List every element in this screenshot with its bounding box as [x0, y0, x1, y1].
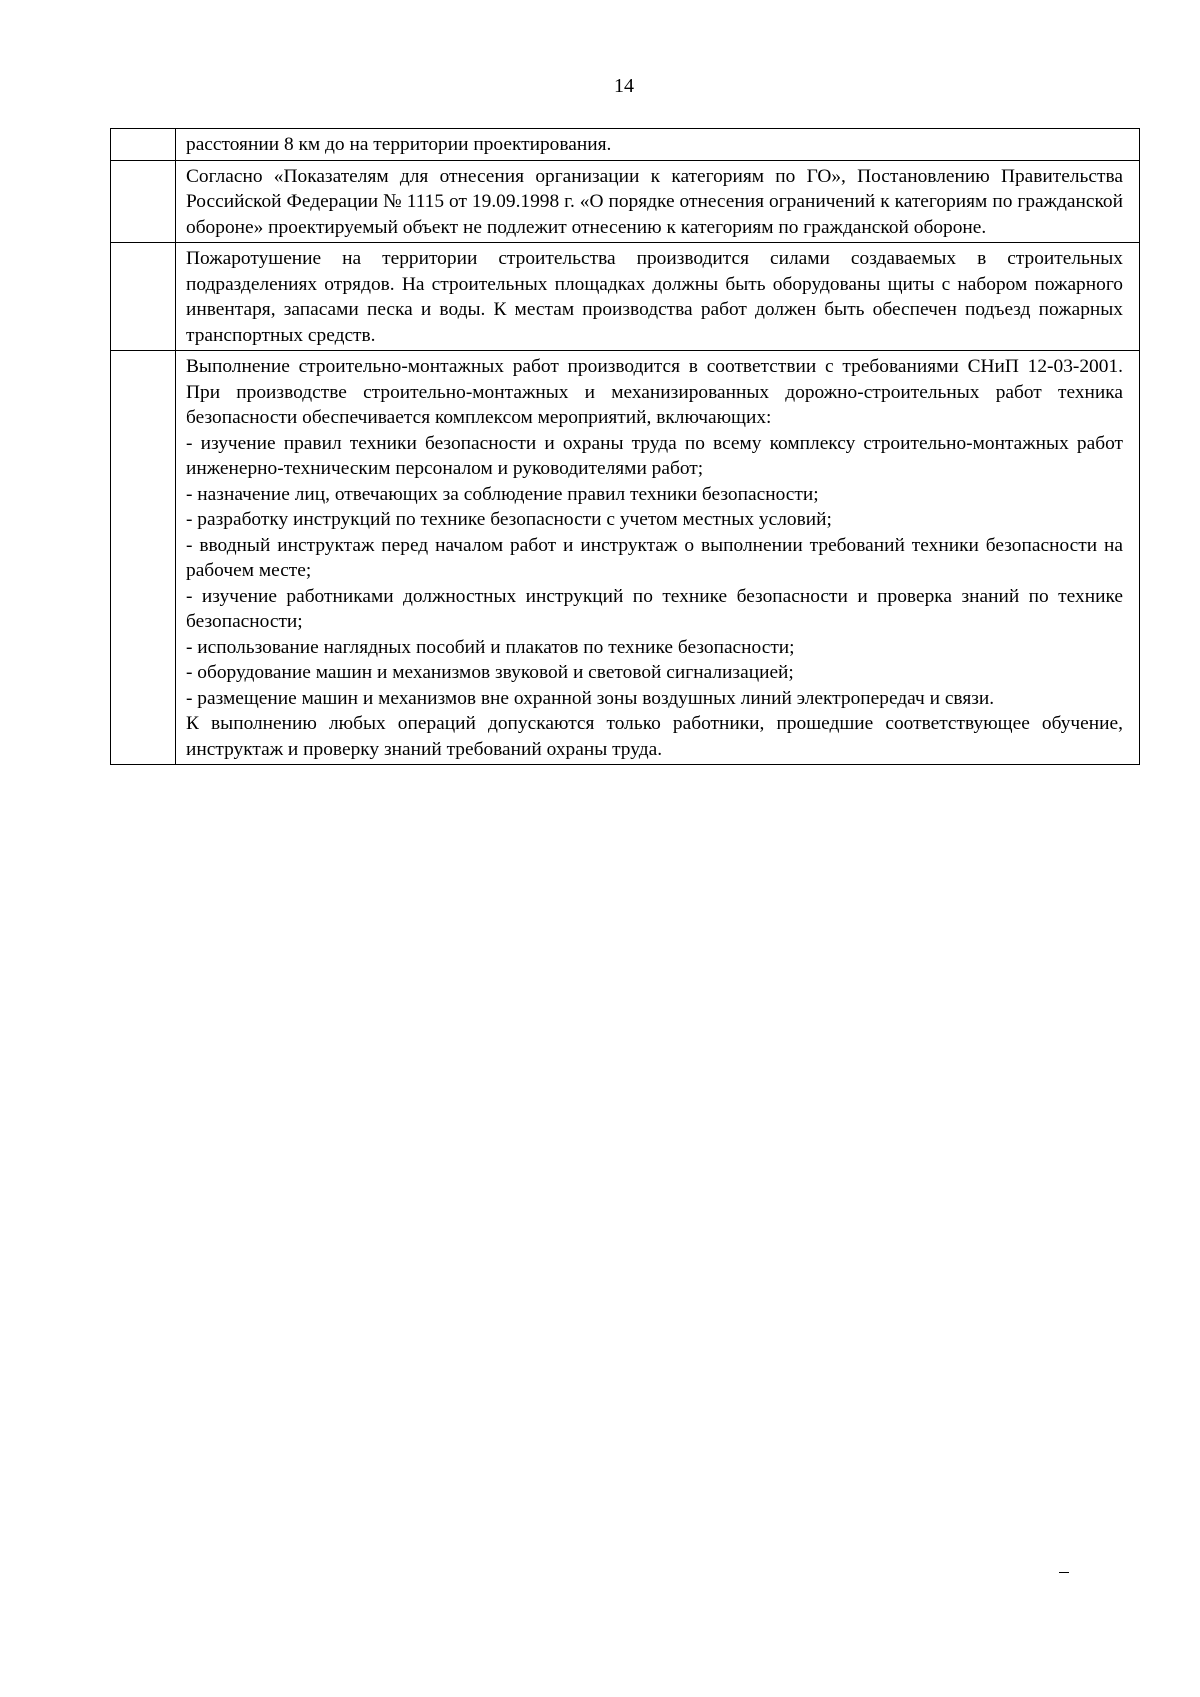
- row-text-cell: [176, 129, 1140, 161]
- list-item: - изучение работниками должностных инструкций по технике безопасности и проверка знаний по технике безопасности;: [186, 585, 1123, 632]
- row-text-cell: [176, 243, 1140, 351]
- row-text-cell: [176, 160, 1140, 243]
- closing-paragraph: К выполнению любых операций допускаются только работники, прошедшие соответствующее обучение, инструктаж и проверку знаний требований охраны труда.: [186, 713, 1123, 760]
- paragraph: Согласно «Показателям для отнесения организации к категориям по ГО», Постановлению Правительства Российской Федерации № 1115 от 19.09.1998 г. «О порядке отнесения ограничений к категориям по гражданской обороне» проектируемый объект не подлежит отнесению к категориям по гражданской обороне.: [186, 165, 1123, 238]
- list-item: - вводный инструктаж перед началом работ и инструктаж о выполнении требований техники безопасности на рабочем месте;: [186, 534, 1123, 581]
- page-number: 14: [614, 75, 634, 97]
- paragraph: расстоянии 8 км до на территории проектирования.: [186, 134, 612, 155]
- list-item: - использование наглядных пособий и плакатов по технике безопасности;: [186, 636, 795, 658]
- list-item: - размещение машин и механизмов вне охранной зоны воздушных линий электропередач и связи.: [186, 687, 995, 709]
- intro-paragraph: Выполнение строительно-монтажных работ производится в соответствии с требованиями СНиП 12-03-2001. При производстве строительно-монтажных и механизированных дорожно-строительных работ техника безопасности обеспечивается комплексом мероприятий, включающих:: [186, 356, 1123, 428]
- paragraph: Пожаротушение на территории строительства производится силами создаваемых в строительных подразделениях отрядов. На строительных площадках должны быть оборудованы щиты с набором пожарного инвентаря, запасами песка и воды. К местам производства работ должен быть обеспечен подъезд пожарных транспортных средств.: [186, 248, 1123, 346]
- list-item: - оборудование машин и механизмов звуковой и световой сигнализацией;: [186, 662, 794, 683]
- row-number-cell: [111, 243, 176, 351]
- table-row: [111, 243, 1140, 351]
- content-table: [110, 128, 1140, 765]
- row-number-cell: [111, 129, 176, 161]
- table-row: [111, 351, 1140, 765]
- row-number-cell: [111, 160, 176, 243]
- table-row: [111, 129, 1140, 161]
- row-text-cell: [176, 351, 1140, 765]
- list-item: - назначение лиц, отвечающих за соблюдение правил техники безопасности;: [186, 483, 819, 505]
- list-item: - изучение правил техники безопасности и охраны труда по всему комплексу строительно-монтажных работ инженерно-техническим персоналом и руководителями работ;: [186, 432, 1123, 479]
- table-row: [111, 160, 1140, 243]
- footer-dash: [1059, 1572, 1069, 1573]
- list-item: - разработку инструкций по технике безопасности с учетом местных условий;: [186, 509, 832, 530]
- row-number-cell: [111, 351, 176, 765]
